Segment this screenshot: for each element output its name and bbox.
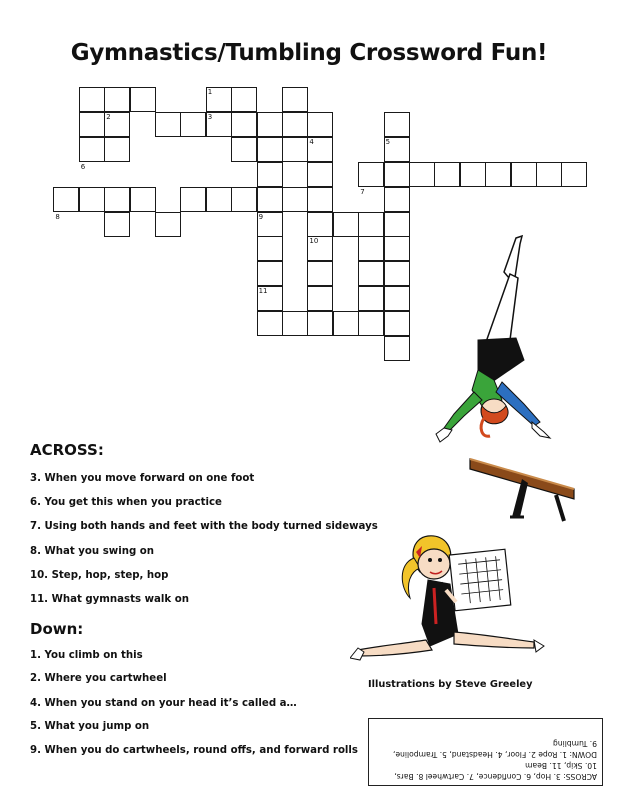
across-clue-3: 3. When you move forward on one foot [30,473,255,484]
crossword-cell [485,162,511,187]
crossword-cell [561,162,587,187]
crossword-cell [358,212,384,237]
down-clue-2: 2. Where you cartwheel [30,673,167,684]
crossword-cell [130,187,156,212]
crossword-cell [155,212,181,237]
crossword-cell [307,162,333,187]
clue-number-4: 4 [309,137,314,146]
crossword-cell [434,162,460,187]
crossword-cell [307,286,333,311]
crossword-cell [53,187,79,212]
across-clue-11: 11. What gymnasts walk on [30,594,189,605]
answer-line: 10. Skip, 11. Beam [525,761,597,770]
crossword-cell [384,286,410,311]
crossword-cell [155,112,181,137]
crossword-cell [384,187,410,212]
crossword-cell [307,261,333,286]
crossword-cell [180,187,206,212]
crossword-cell [384,212,410,237]
crossword-cell [282,311,308,336]
crossword-cell [257,137,283,162]
crossword-cell [333,311,359,336]
crossword-cell [409,162,435,187]
crossword-cell [511,162,537,187]
crossword-cell [104,87,130,112]
across-clue-7: 7. Using both hands and feet with the body turned sideways [30,521,378,532]
crossword-cell [358,311,384,336]
across-clue-6: 6. You get this when you practice [30,497,222,508]
crossword-cell [231,112,257,137]
answer-line: DOWN: 1. Rope 2. Floor, 4. Headstand, 5. Trampoline, [392,750,597,759]
crossword-cell [79,137,105,162]
crossword-cell [79,112,105,137]
crossword-cell [79,187,105,212]
crossword-cell [358,261,384,286]
crossword-cell [104,187,130,212]
down-clue-5: 5. What you jump on [30,721,150,732]
crossword-cell [384,112,410,137]
clue-number-6: 6 [80,162,86,171]
crossword-cell [104,137,130,162]
clue-number-9: 9 [258,212,264,221]
clue-number-2: 2 [106,112,111,121]
crossword-cell [384,236,410,261]
down-clue-4: 4. When you stand on your head it’s called a… [30,698,297,709]
crossword-cell [536,162,562,187]
handstand-gymnast-illustration [432,232,566,450]
clue-number-1: 1 [207,88,213,96]
answer-key-box [368,718,603,786]
crossword-cell [257,162,283,187]
crossword-cell [231,87,257,112]
answer-line: 9. Tumbling [552,739,597,748]
clue-number-11: 11 [258,287,268,296]
crossword-cell [282,87,308,112]
answer-line: ACROSS: 3. Hop, 6. Confidence, 7. Cartwheel 8. Bars, [394,772,597,781]
crossword-cell [307,212,333,237]
crossword-cell [384,162,410,187]
crossword-cell [257,187,283,212]
crossword-cell [257,112,283,137]
crossword-cell [307,311,333,336]
crossword-cell [282,187,308,212]
down-clue-9: 9. When you do cartwheels, round offs, and forward rolls [30,745,358,756]
crossword-cell [333,212,359,237]
crossword-cell [307,112,333,137]
clue-number-3: 3 [207,112,213,121]
across-clue-10: 10. Step, hop, step, hop [30,570,169,581]
crossword-cell [231,187,257,212]
across-clue-8: 8. What you swing on [30,546,155,557]
crossword-cell [460,162,486,187]
crossword-cell [307,187,333,212]
clue-number-7: 7 [360,187,365,196]
crossword-cell [206,187,232,212]
crossword-cell [282,137,308,162]
splits-gymnast-illustration [350,528,545,678]
crossword-cell [231,137,257,162]
crossword-cell [257,236,283,261]
illustration-credit: Illustrations by Steve Greeley [368,679,533,690]
crossword-cell [180,112,206,137]
answer-key-upside-down [369,719,604,787]
balance-beam-illustration [466,455,578,523]
clue-number-5: 5 [385,137,391,146]
down-heading: Down: [30,620,84,638]
crossword-cell [358,286,384,311]
crossword-cell [384,311,410,336]
crossword-cell [358,162,384,187]
down-clue-1: 1. You climb on this [30,650,143,661]
clue-number-8: 8 [55,212,60,221]
crossword-cell [104,212,130,237]
page-title: Gymnastics/Tumbling Crossword Fun! [70,40,548,66]
clue-number-10: 10 [309,237,319,246]
crossword-cell [358,236,384,261]
crossword-cell [384,261,410,286]
crossword-cell [257,311,283,336]
crossword-cell [384,336,410,361]
crossword-cell [282,112,308,137]
crossword-cell [79,87,105,112]
crossword-cell [130,87,156,112]
across-heading: ACROSS: [30,441,104,459]
crossword-cell [257,261,283,286]
